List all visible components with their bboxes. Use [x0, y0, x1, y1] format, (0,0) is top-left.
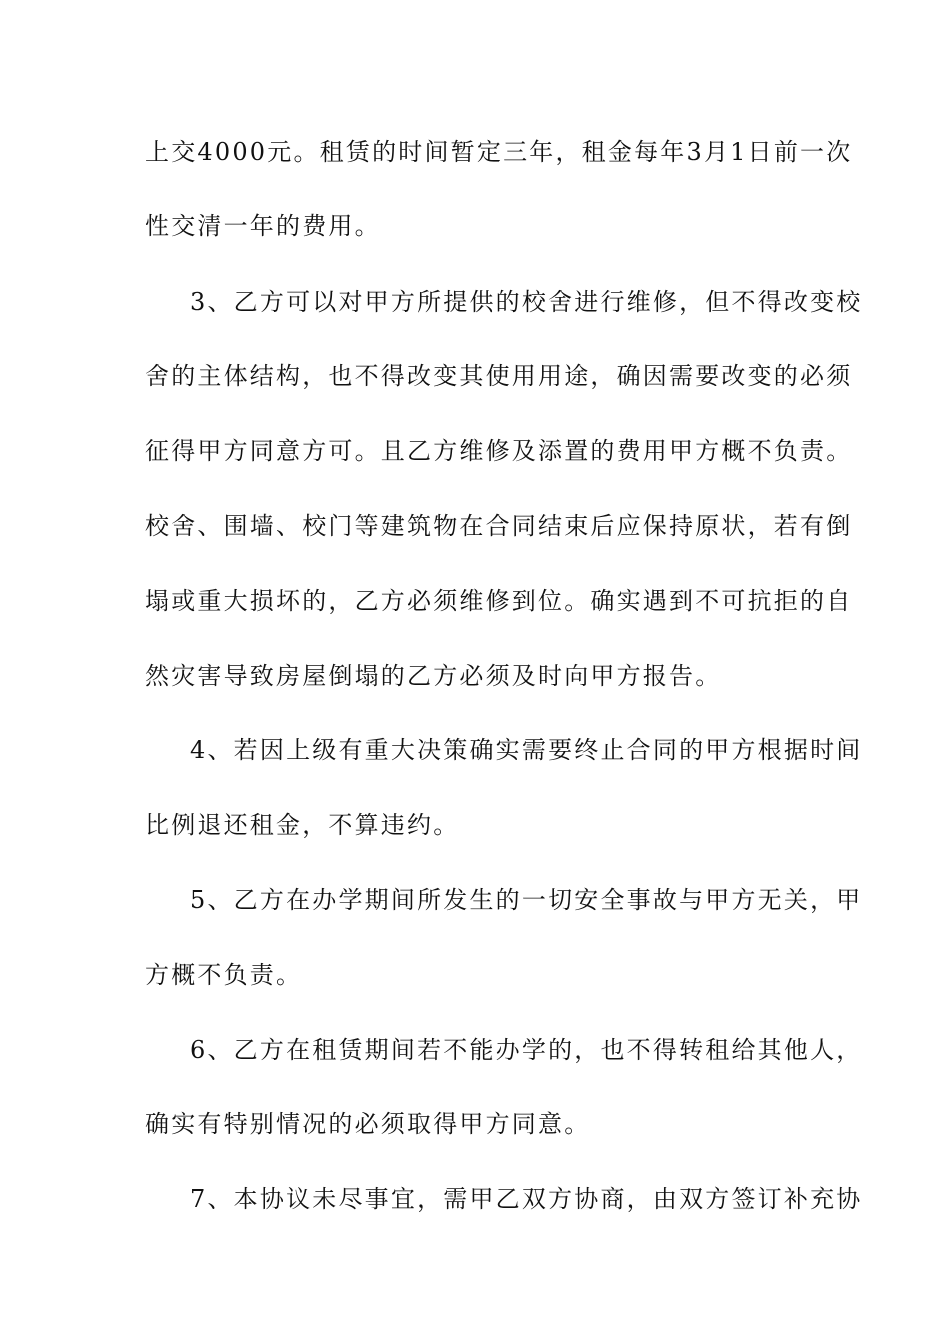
text-line: 7、本协议未尽事宜，需甲乙双方协商，由双方签订补充协	[190, 1185, 863, 1213]
text-line: 5、乙方在办学期间所发生的一切安全事故与甲方无关，甲	[190, 886, 863, 914]
text-line: 确实有特别情况的必须取得甲方同意。	[145, 1110, 591, 1138]
text-line: 舍的主体结构，也不得改变其使用用途，确因需要改变的必须	[145, 362, 853, 390]
text-line: 然灾害导致房屋倒塌的乙方必须及时向甲方报告。	[145, 662, 722, 690]
text-line: 塌或重大损坏的，乙方必须维修到位。确实遇到不可抗拒的自	[145, 587, 853, 615]
text-line: 比例退还租金，不算违约。	[145, 811, 460, 839]
text-line: 征得甲方同意方可。且乙方维修及添置的费用甲方概不负责。	[145, 437, 853, 465]
text-line: 性交清一年的费用。	[145, 212, 381, 240]
text-line: 方概不负责。	[145, 961, 303, 989]
text-line: 校舍、围墙、校门等建筑物在合同结束后应保持原状，若有倒	[145, 512, 853, 540]
text-line: 4、若因上级有重大决策确实需要终止合同的甲方根据时间	[190, 736, 863, 764]
text-line: 6、乙方在租赁期间若不能办学的，也不得转租给其他人，	[190, 1036, 863, 1064]
text-line: 3、乙方可以对甲方所提供的校舍进行维修，但不得改变校	[190, 288, 863, 316]
text-line: 上交4000元。租赁的时间暂定三年，租金每年3月1日前一次	[145, 138, 853, 166]
